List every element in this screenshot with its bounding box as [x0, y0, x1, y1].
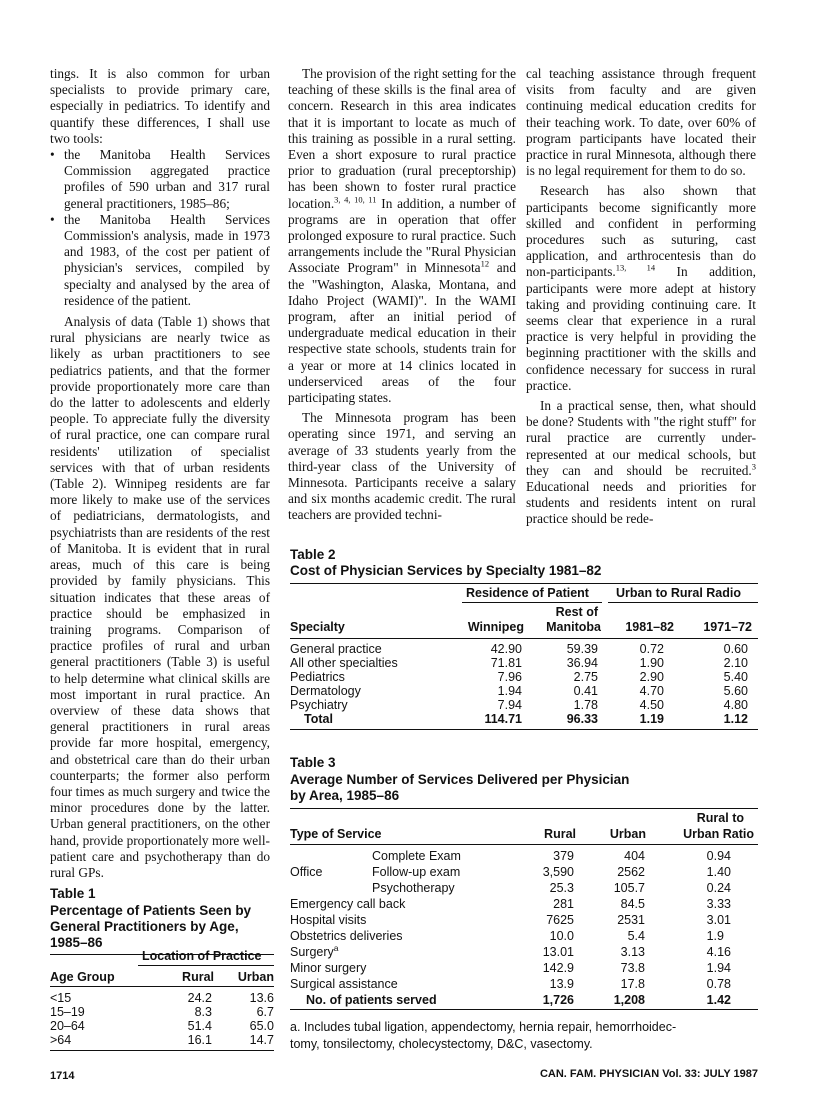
reference-superscript: 13, 14 — [615, 263, 656, 274]
table-label: Table 3 — [290, 755, 336, 770]
cell-ratio-8182: 1.90 — [639, 656, 664, 670]
cell-winnipeg: 114.71 — [484, 712, 522, 726]
cell-rest: 1.78 — [573, 698, 598, 712]
cell-rural: 16.1 — [187, 1033, 212, 1047]
cell-ratio: 3.01 — [706, 913, 731, 927]
cell-urban: 73.8 — [620, 961, 645, 975]
text-run: Research has also shown that participants become significantly more skilled and confident in performing procedures such as suturing, cast application, and arthrocentesis than do non-participants. — [526, 183, 756, 280]
cell-rest: 36.94 — [566, 656, 598, 670]
table-rule — [290, 1009, 758, 1010]
cell-ratio: 1.94 — [706, 961, 731, 975]
cell-rural: 379 — [553, 849, 574, 863]
table-rule — [290, 583, 758, 584]
cell-rural: 10.0 — [549, 929, 574, 943]
table-rule — [290, 808, 758, 809]
reference-superscript: 3, 4, 10, 11 — [334, 194, 377, 205]
cell-age: 20–64 — [50, 1019, 85, 1033]
body-column-3 — [526, 66, 756, 528]
cell-type — [290, 942, 339, 959]
column-header: Rural — [182, 970, 214, 984]
cell-rural: 1,726 — [542, 993, 574, 1007]
office-label: Office — [290, 865, 323, 879]
cell-rural: 8.3 — [194, 1005, 212, 1019]
text-run: In a practical sense, then, what should be done? Students with "the right stuff" for rural practice are currently under-represented at our medical schools, but they can and should be recruited. — [526, 398, 756, 478]
table-rule — [138, 965, 274, 966]
cell-ratio-7172: 2.10 — [723, 656, 748, 670]
cell-ratio-8182: 1.19 — [639, 712, 664, 726]
cell-ratio: 1.9 — [706, 929, 724, 943]
cell-age: <15 — [50, 991, 72, 1005]
reference-superscript: 12 — [480, 259, 490, 270]
column-header: Specialty — [290, 620, 345, 634]
cell-winnipeg: 7.96 — [497, 670, 522, 684]
cell-urban: 6.7 — [256, 1005, 274, 1019]
column-header: Manitoba — [546, 620, 601, 634]
cell-rural: 7625 — [546, 913, 574, 927]
cell-ratio-7172: 4.80 — [723, 698, 748, 712]
column-header: Urban — [609, 827, 646, 841]
column-header: 1971–72 — [703, 620, 752, 634]
table-rule — [290, 844, 758, 845]
text-run: Educational needs and priorities for students and residents intent on rural practice should be rede- — [526, 479, 756, 527]
cell-rest: 96.33 — [566, 712, 598, 726]
footnote-line: a. Includes tubal ligation, appendectomy, hernia repair, hemorrhoidec- — [290, 1020, 677, 1034]
cell-specialty: Total — [304, 712, 333, 726]
reference-superscript: 3 — [751, 461, 756, 472]
cell-rural: 3,590 — [542, 865, 574, 879]
footnote-marker: a — [333, 942, 339, 953]
cell-ratio: 3.33 — [706, 897, 731, 911]
cell-type: Hospital visits — [290, 913, 367, 927]
cell-rest: 59.39 — [566, 642, 598, 656]
table-rule — [462, 602, 602, 603]
cell-type-text: Surgery — [290, 945, 334, 959]
cell-urban: 105.7 — [613, 881, 645, 895]
cell-ratio: 1.40 — [706, 865, 731, 879]
cell-rural: 142.9 — [542, 961, 574, 975]
cell-type: Surgical assistance — [290, 977, 398, 991]
cell-rural: 25.3 — [549, 881, 574, 895]
cell-type: Minor surgery — [290, 961, 367, 975]
table-2 — [290, 547, 758, 735]
table-rule — [50, 986, 274, 987]
cell-rural: 281 — [553, 897, 574, 911]
column-header: Age Group — [50, 970, 115, 984]
cell-urban: 1,208 — [613, 993, 645, 1007]
cell-rest: 0.41 — [573, 684, 598, 698]
text-run: and the "Washington, Alaska, Montana, and Idaho Project (WAMI)". In the WAMI program, after an initial period of undergraduate medical education in their respective state schools, students train for a year or more at 14 clinics located in underserviced areas of the four participating states. — [288, 260, 516, 406]
page-number: 1714 — [50, 1070, 75, 1082]
cell-age: >64 — [50, 1033, 72, 1047]
cell-type: Complete Exam — [372, 849, 461, 863]
table-3 — [290, 755, 758, 1010]
cell-ratio-8182: 0.72 — [639, 642, 664, 656]
column-header: Urban Ratio — [683, 827, 754, 841]
paragraph: The Minnesota program has been operating since 1971, and serving an average of 33 students yearly from the third-year class of the University of Minnesota. Participants receive a salary and six months academic credit. The rural teachers are provided techni- — [288, 410, 516, 523]
cell-winnipeg: 1.94 — [497, 684, 522, 698]
cell-ratio-7172: 5.40 — [723, 670, 748, 684]
table-rule — [608, 602, 758, 603]
cell-urban: 2562 — [617, 865, 645, 879]
cell-specialty: All other specialties — [290, 656, 398, 670]
table-label: Table 2 — [290, 547, 336, 562]
group-header: Urban to Rural Radio — [616, 586, 742, 600]
table-1 — [50, 886, 274, 1056]
paragraph: tings. It is also common for urban specialists to provide primary care, especially in pediatrics. To identify and quantify these differences, I shall use two tools: — [50, 66, 270, 146]
bullet-item: • the Manitoba Health Services Commission's analysis, made in 1973 and 1983, of the cost per patient of physician's services, compiled by specialty and analysed by the area of residence of the patient. — [50, 212, 270, 309]
paragraph: Analysis of data (Table 1) shows that rural physicians are nearly twice as likely as urban practitioners to see pediatrics patients, and that the former provide proportionately more care than do the latter to adolescents and elderly people. To appreciate fully the diversity of rural practice, one can compare rural residents' utilization of specialist services with that of urban residents (Table 2). Winnipeg residents are far more likely to make use of the services of pediatricians, dermatologists, and psychiatrists than are residents of the rest of Manitoba. It is evident that in rural areas, much of this care is being provided by family physicians. This situation indicates that these areas of practice should be emphasized in training programs. Comparison of practice profiles of rural and urban general practitioners (Table 3) is useful to help determine what clinical skills are most important in rural practice. An overview of these data shows that general practitioners in rural areas provide far more hospital, emergency, and obstetrical care than do their urban counterparts; the former also perform four times as much surgery and twice the minor procedures done by the latter. Urban general practitioners, on the other hand, provide proportionately more well-patient care and psychotherapy than do rural GPs. — [50, 314, 270, 880]
cell-ratio-8182: 4.70 — [639, 684, 664, 698]
paragraph — [526, 398, 756, 528]
cell-rural: 51.4 — [187, 1019, 212, 1033]
cell-type: Follow-up exam — [372, 865, 461, 879]
text-run: In addition, a number of programs are in operation that offer prolonged exposure to rural practice. Such arrangements include the "Rural Physician Associate Program" in Minnesota — [288, 195, 516, 276]
cell-rural: 24.2 — [187, 991, 212, 1005]
column-header: Rest of — [555, 605, 598, 619]
column-header: 1981–82 — [625, 620, 674, 634]
cell-winnipeg: 42.90 — [490, 642, 522, 656]
footnote-line: tomy, tonsilectomy, cholecystectomy, D&C, vasectomy. — [290, 1037, 593, 1051]
column-header: Urban — [237, 970, 274, 984]
cell-rest: 2.75 — [573, 670, 598, 684]
cell-ratio-8182: 4.50 — [639, 698, 664, 712]
table-title: General Practitioners by Age, — [50, 919, 239, 934]
cell-ratio-8182: 2.90 — [639, 670, 664, 684]
column-header: Rural — [544, 827, 576, 841]
cell-urban: 65.0 — [249, 1019, 274, 1033]
cell-specialty: General practice — [290, 642, 382, 656]
cell-winnipeg: 7.94 — [497, 698, 522, 712]
cell-ratio: 1.42 — [706, 993, 731, 1007]
group-header: Residence of Patient — [466, 586, 589, 600]
cell-urban: 13.6 — [249, 991, 274, 1005]
table-title: 1985–86 — [50, 935, 103, 950]
table-title: by Area, 1985–86 — [290, 788, 400, 803]
cell-ratio: 0.78 — [706, 977, 731, 991]
table-rule — [50, 1050, 274, 1051]
body-column-1 — [50, 66, 270, 881]
cell-type: Psychotherapy — [372, 881, 455, 895]
cell-specialty: Pediatrics — [290, 670, 345, 684]
cell-ratio: 0.24 — [706, 881, 731, 895]
cell-urban: 2531 — [617, 913, 645, 927]
table-rule — [290, 638, 758, 639]
table-title: Percentage of Patients Seen by — [50, 903, 252, 918]
cell-ratio-7172: 5.60 — [723, 684, 748, 698]
column-header: Winnipeg — [467, 620, 524, 634]
cell-ratio: 4.16 — [706, 945, 731, 959]
bullet-item: • the Manitoba Health Services Commission aggregated practice profiles of 590 urban and 317 rural general practitioners, 1985–86; — [50, 147, 270, 212]
cell-urban: 14.7 — [249, 1033, 274, 1047]
cell-type: Obstetrics deliveries — [290, 929, 403, 943]
cell-ratio: 0.94 — [706, 849, 731, 863]
table-title: Average Number of Services Delivered per Physician — [290, 772, 630, 787]
cell-rural: 13.9 — [549, 977, 574, 991]
cell-rural: 13.01 — [542, 945, 574, 959]
text-run: The provision of the right setting for the teaching of these skills is the final area of concern. Research in this area indicates that it is important to locate as much of this training as possible in a rural setting. Even a short exposure to rural practice prior to graduation (rural preceptorship) has been shown to foster rural practice location. — [288, 66, 516, 211]
cell-specialty: Dermatology — [290, 684, 361, 698]
column-header: Type of Service — [290, 827, 382, 841]
cell-winnipeg: 71.81 — [490, 656, 522, 670]
cell-specialty: Psychiatry — [290, 698, 348, 712]
table-label: Table 1 — [50, 886, 96, 901]
table-rule — [290, 729, 758, 730]
paragraph — [288, 66, 516, 406]
column-header: Rural to — [696, 811, 744, 825]
cell-type: No. of patients served — [306, 993, 437, 1007]
journal-citation: CAN. FAM. PHYSICIAN Vol. 33: JULY 1987 — [539, 1068, 758, 1080]
paragraph: cal teaching assistance through frequent visits from faculty and are given continuing medical education credits for their teaching work. To date, over 60% of program participants have located their practice in rural Minnesota, although there is no legal requirement for them to do so. — [526, 66, 756, 179]
cell-urban: 17.8 — [620, 977, 645, 991]
cell-ratio-7172: 0.60 — [723, 642, 748, 656]
cell-urban: 5.4 — [627, 929, 645, 943]
cell-urban: 404 — [624, 849, 645, 863]
group-header: Location of Practice — [142, 949, 262, 963]
cell-urban: 3.13 — [620, 945, 645, 959]
cell-age: 15–19 — [50, 1005, 85, 1019]
cell-type: Emergency call back — [290, 897, 406, 911]
text-run: In addition, participants were more adept at history taking and providing continuing care. It seems clear that experience in a rural practice is very helpful in providing the beginning practitioner with the skills and confidence necessary for success in rural practice. — [526, 264, 756, 393]
paragraph — [526, 183, 756, 394]
table-3-footnote — [290, 1019, 760, 1053]
table-title: Cost of Physician Services by Specialty 1981–82 — [290, 563, 602, 578]
body-column-2 — [288, 66, 516, 524]
cell-urban: 84.5 — [620, 897, 645, 911]
cell-ratio-7172: 1.12 — [723, 712, 748, 726]
